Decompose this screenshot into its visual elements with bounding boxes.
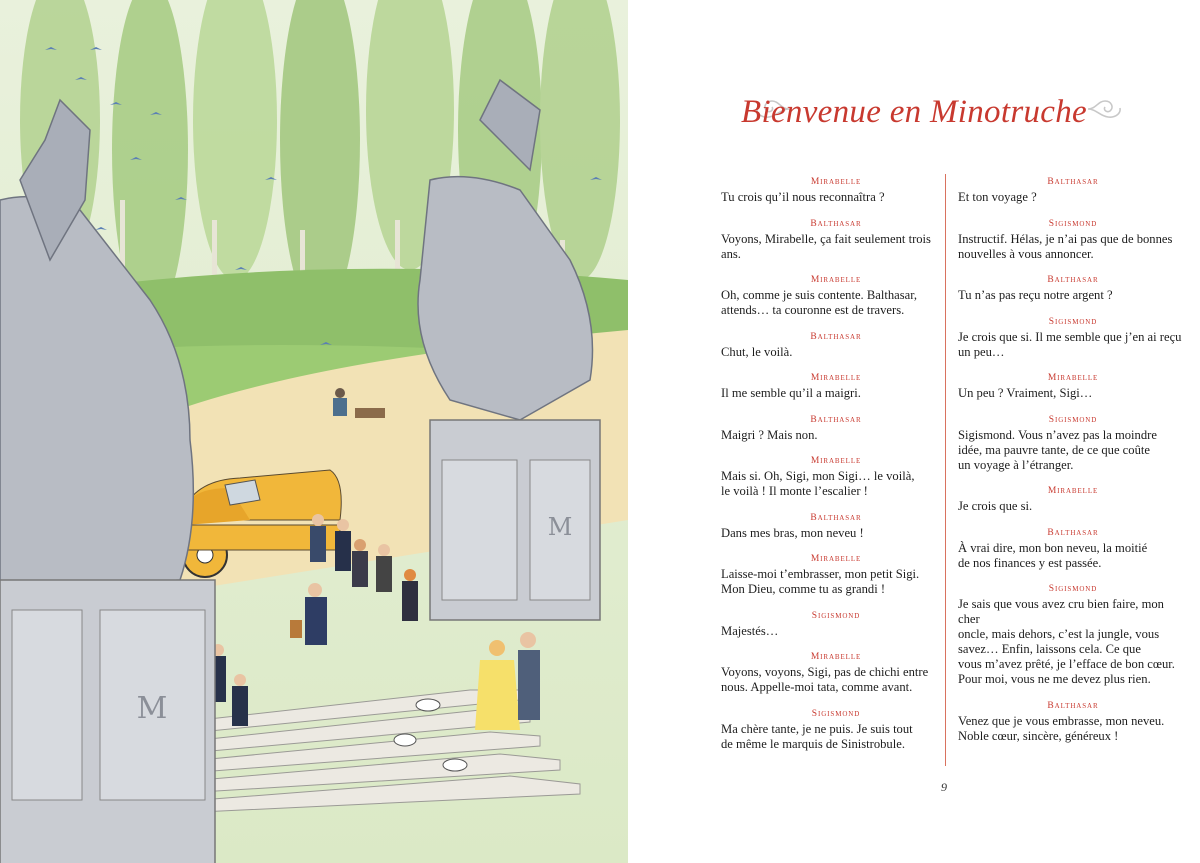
text-page xyxy=(628,0,1200,863)
dialogue-column-right xyxy=(958,176,1188,756)
speaker-name: Sigismond xyxy=(1048,316,1098,327)
dialogue-entry xyxy=(721,651,951,695)
dialogue-entry xyxy=(721,512,951,541)
dialogue-entry xyxy=(958,372,1188,401)
speaker-name: Mirabelle xyxy=(1047,486,1099,496)
dialogue-line: Voyons, voyons, Sigi, pas de chichi entre nous. Appelle-moi tata, comme avant. xyxy=(721,665,929,694)
dialogue-line: Je sais que vous avez cru bien faire, mon cher oncle, mais dehors, c’est la jungle, vous savez… Enfin, laissons cela. Ce que vous m’avez prêté, je l’efface de bon cœur. Pour moi, vous ne me devez plus rien. xyxy=(958,597,1175,686)
dialogue-entry xyxy=(721,331,951,360)
dialogue-entry xyxy=(721,176,951,205)
dialogue-line: Je crois que si. Il me semble que j’en ai reçu un peu… xyxy=(958,329,1182,359)
speaker-name: Mirabelle xyxy=(810,456,862,466)
dialogue-entry xyxy=(721,708,951,752)
speaker-name: Mirabelle xyxy=(810,275,862,285)
chapter-title: Bienvenue en Minotruche xyxy=(741,94,1087,130)
dialogue-line: Majestés… xyxy=(721,623,779,638)
speaker-name: Balthasar xyxy=(1047,527,1099,538)
speaker-name: Balthasar xyxy=(1047,700,1099,711)
speaker-name: Balthasar xyxy=(1047,177,1099,187)
dialogue-entry xyxy=(721,372,951,401)
svg-text:M: M xyxy=(136,691,168,726)
dialogue-entry xyxy=(721,610,951,639)
title-block xyxy=(628,86,1200,146)
speaker-name: Mirabelle xyxy=(1047,373,1099,383)
speaker-name: Balthasar xyxy=(810,414,862,425)
speaker-name: Balthasar xyxy=(810,218,862,229)
dialogue-line: Laisse-moi t’embrasser, mon petit Sigi. Mon Dieu, comme tu as grandi ! xyxy=(721,567,920,596)
dialogue-entry xyxy=(958,274,1188,303)
dialogue-line: Venez que je vous embrasse, mon neveu. Noble cœur, sincère, généreux ! xyxy=(958,713,1165,743)
dialogue-line: Sigismond. Vous n’avez pas la moindre idée, ma pauvre tante, de ce que coûte un voyage à l’étranger. xyxy=(958,427,1157,472)
dialogue-line: Maigri ? Mais non. xyxy=(721,427,818,442)
speaker-name: Balthasar xyxy=(810,512,862,523)
dialogue-line: Dans mes bras, mon neveu ! xyxy=(721,525,864,540)
dialogue-line: Oh, comme je suis contente. Balthasar, attends… ta couronne est de travers. xyxy=(721,288,918,317)
speaker-name: Sigismond xyxy=(811,708,861,719)
dialogue-entry xyxy=(721,553,951,597)
speaker-name: Sigismond xyxy=(811,610,861,621)
speaker-name: Mirabelle xyxy=(810,177,862,187)
dialogue-entry xyxy=(721,414,951,443)
dialogue-entry xyxy=(958,485,1188,514)
speaker-name: Balthasar xyxy=(1047,275,1099,285)
dialogue-entry xyxy=(958,414,1188,473)
dialogue-entry xyxy=(958,583,1188,687)
dialogue-line: Je crois que si. xyxy=(958,499,1033,513)
dialogue-entry xyxy=(958,176,1188,205)
speaker-name: Sigismond xyxy=(1048,218,1098,229)
dialogue-line: Il me semble qu’il a maigri. xyxy=(721,386,861,400)
speaker-name: Mirabelle xyxy=(810,652,862,662)
dialogue-line: Et ton voyage ? xyxy=(958,190,1037,204)
dialogue-line: Voyons, Mirabelle, ça fait seulement trois ans. xyxy=(721,231,931,261)
dialogue-entry xyxy=(958,700,1188,744)
dialogue-line: Tu crois qu’il nous reconnaîtra ? xyxy=(721,190,885,204)
speaker-name: Mirabelle xyxy=(810,373,862,383)
dialogue-line: À vrai dire, mon bon neveu, la moitié de nos finances y est passée. xyxy=(958,540,1148,570)
dialogue-line: Tu n’as pas reçu notre argent ? xyxy=(958,288,1113,302)
dialogue-entry xyxy=(958,527,1188,571)
dialogue-entry xyxy=(721,274,951,318)
dialogue-line: Un peu ? Vraiment, Sigi… xyxy=(958,386,1093,400)
speaker-name: Mirabelle xyxy=(810,554,862,564)
speaker-name: Sigismond xyxy=(1048,414,1098,425)
dialogue-column-left xyxy=(721,176,951,764)
dialogue-entry xyxy=(958,218,1188,262)
column-divider xyxy=(945,174,946,766)
dialogue-line: Instructif. Hélas, je n’ai pas que de bonnes nouvelles à vous annoncer. xyxy=(958,231,1173,261)
dialogue-entry xyxy=(721,455,951,499)
svg-text:M: M xyxy=(547,513,573,541)
page-number: 9 xyxy=(941,780,947,794)
dialogue-entry xyxy=(958,316,1188,360)
right-flourish-icon xyxy=(1086,96,1124,122)
speaker-name: Sigismond xyxy=(1048,584,1098,594)
dialogue-line: Ma chère tante, je ne puis. Je suis tout de même le marquis de Sinistrobule. xyxy=(721,721,913,751)
speaker-name: Balthasar xyxy=(810,331,862,342)
dialogue-entry xyxy=(721,218,951,262)
dialogue-line: Chut, le voilà. xyxy=(721,344,793,359)
dialogue-line: Mais si. Oh, Sigi, mon Sigi… le voilà, le voilà ! Il monte l’escalier ! xyxy=(721,469,915,498)
